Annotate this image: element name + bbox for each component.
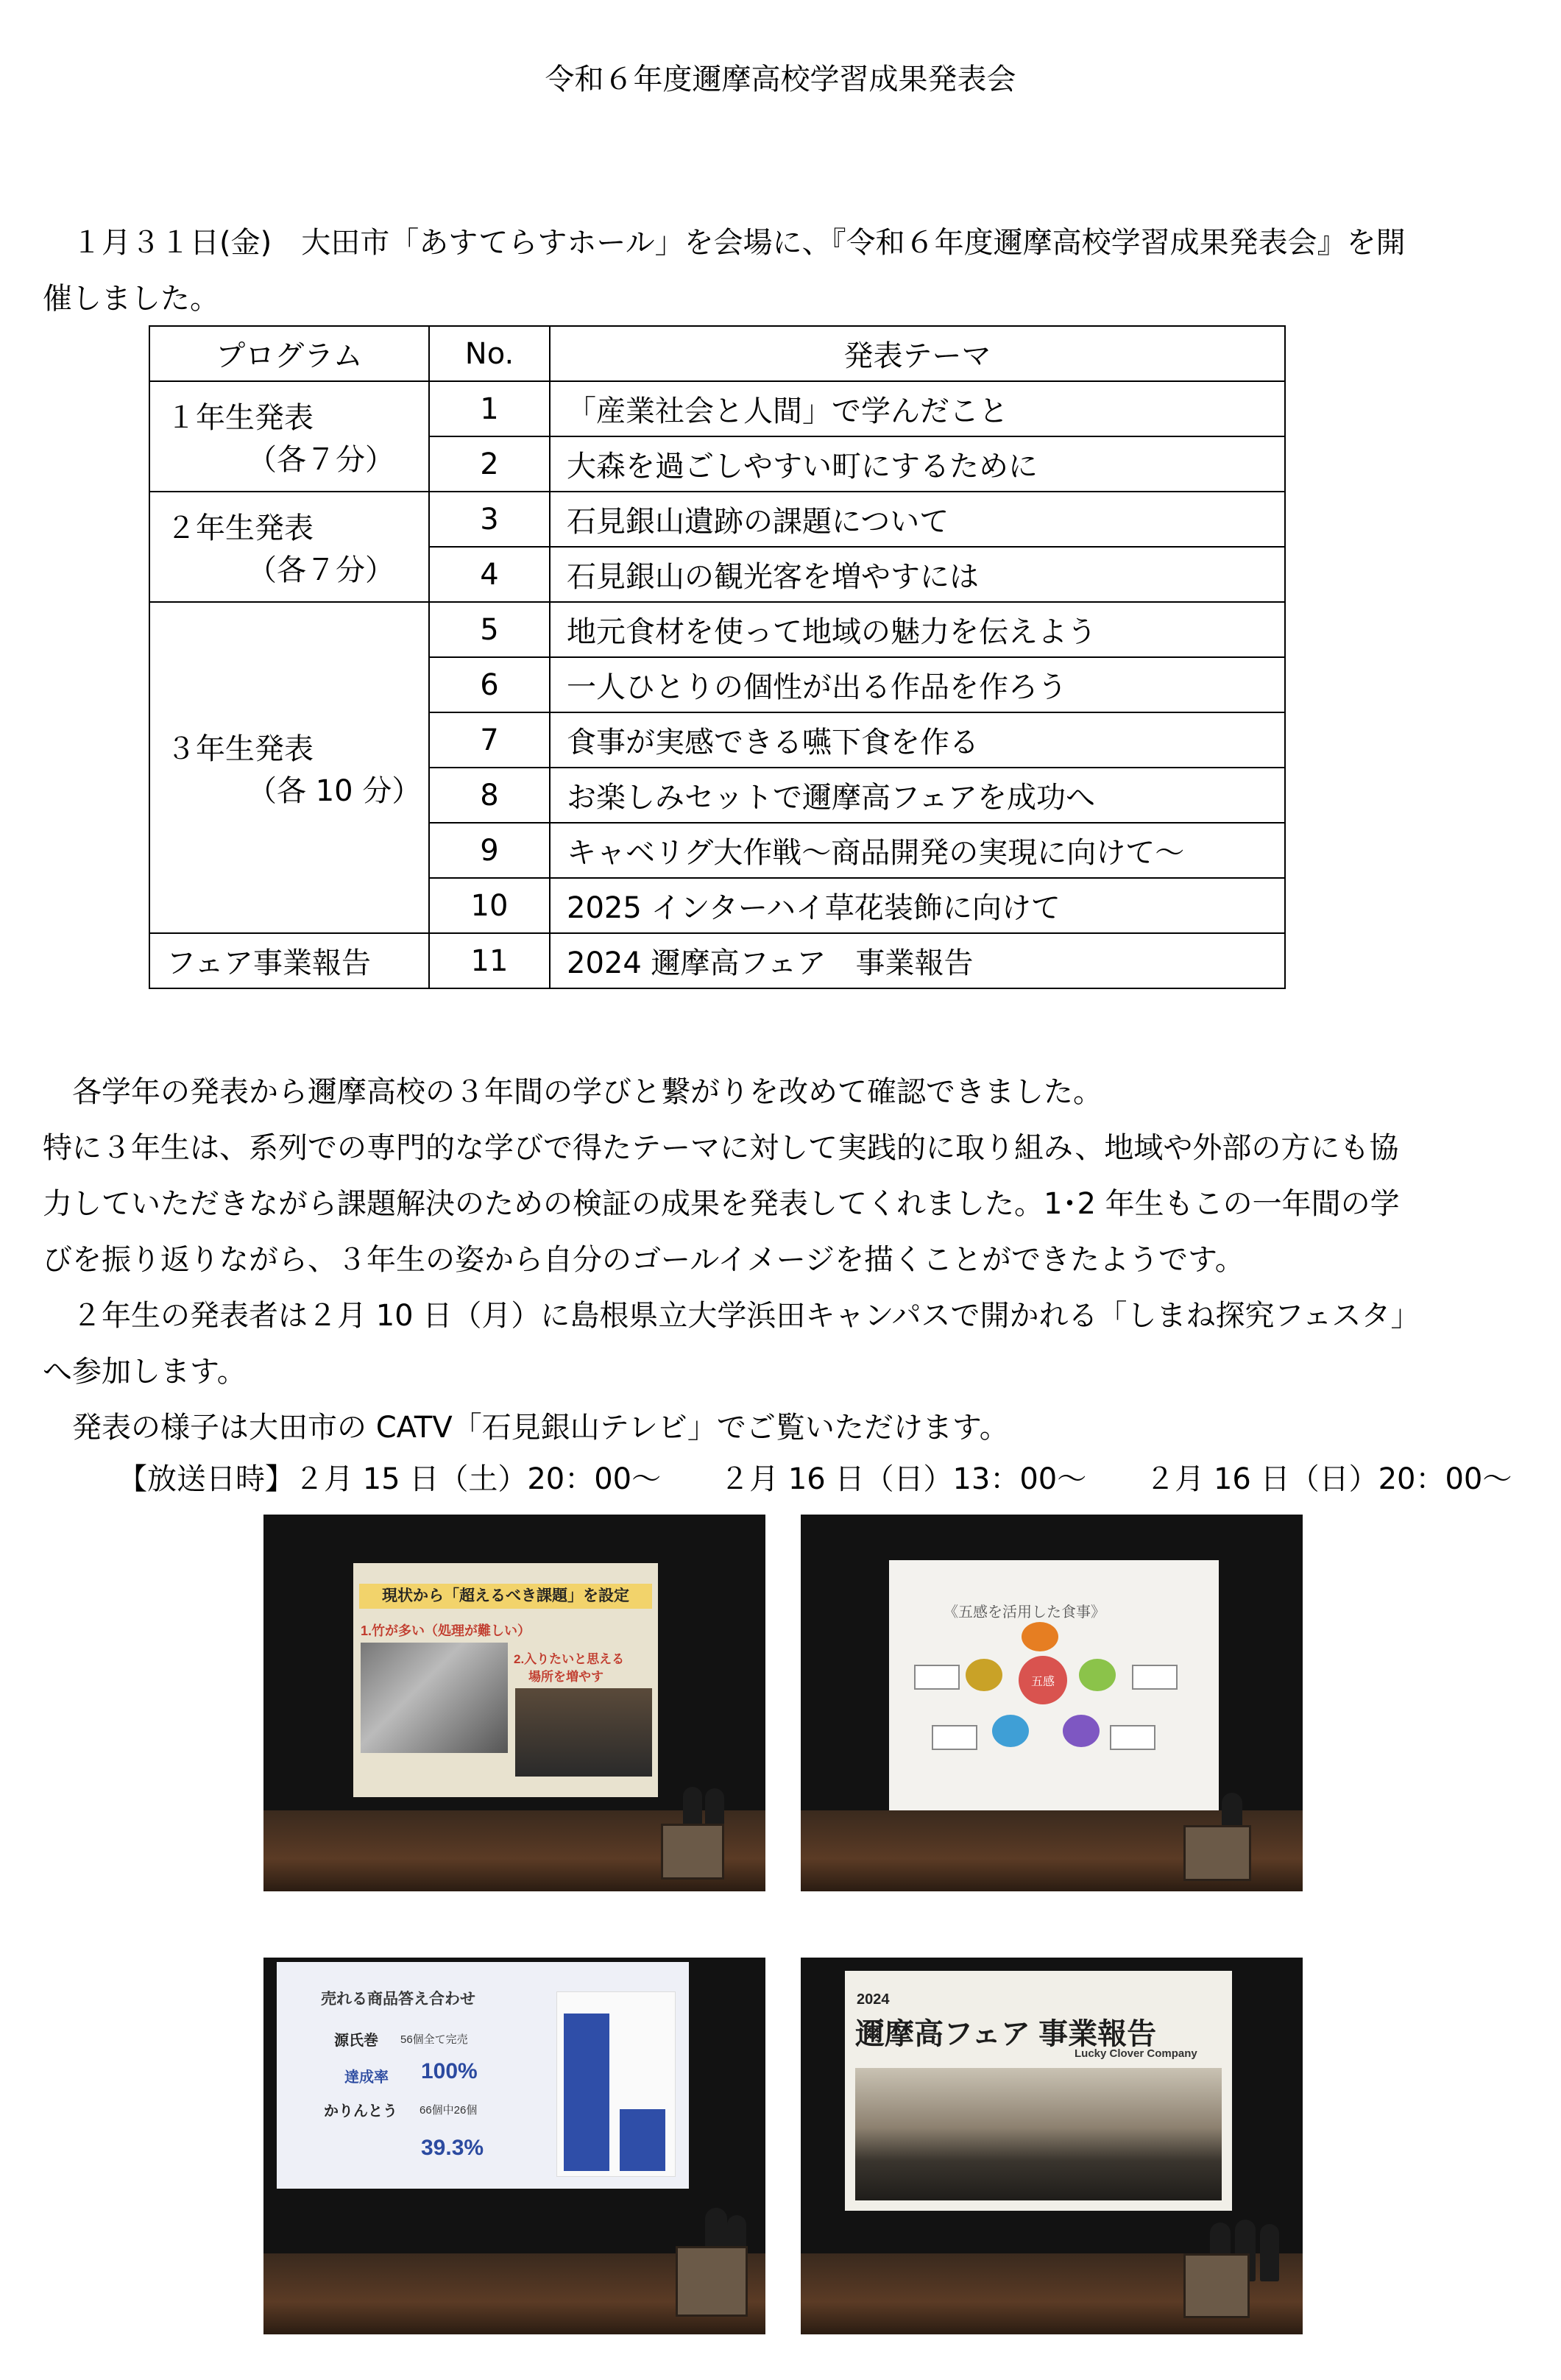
body-line: 発表の様子は大田市の CATV「石見銀山テレビ」でご覧いただけます。: [72, 1411, 1009, 1445]
row-number: 2: [429, 436, 550, 492]
group-duration: （各 10 分）: [247, 774, 422, 808]
photo-presentation-3: [263, 1958, 765, 2334]
rate-label: 達成率: [344, 2069, 389, 2086]
podium: [661, 1824, 724, 1880]
program-table: [149, 325, 1286, 989]
header-theme: 発表テーマ: [550, 326, 1285, 381]
sense-circle: [966, 1659, 1002, 1691]
photo-presentation-2: [801, 1515, 1303, 1891]
product-note: 56個全て完売: [400, 2033, 468, 2046]
body-line: ２年生の発表者は２月 10 日（月）に島根県立大学浜田キャンパスで開かれる「しまね探究フェスタ」: [72, 1299, 1420, 1333]
answer-box: [1110, 1725, 1155, 1750]
projection-screen: [353, 1563, 658, 1797]
row-number: 9: [429, 823, 550, 878]
row-number: 10: [429, 878, 550, 933]
row-theme: お楽しみセットで邇摩高フェアを成功へ: [550, 768, 1285, 823]
podium: [1183, 1825, 1251, 1881]
header-program: プログラム: [149, 326, 429, 381]
row-number: 3: [429, 492, 550, 547]
answer-box: [914, 1665, 960, 1690]
body-line: 特に３年生は、系列での専門的な学びで得たテーマに対して実践的に取り組み、地域や外部の方にも協: [43, 1131, 1399, 1165]
group-photo: [855, 2068, 1222, 2200]
photo-presentation-4: [801, 1958, 1303, 2334]
answer-box: [1132, 1665, 1178, 1690]
slide-item: 2.入りたいと思える: [514, 1652, 625, 1666]
body-line: びを振り返りながら、３年生の姿から自分のゴールイメージを描くことができたようです。: [43, 1243, 1245, 1277]
row-number: 8: [429, 768, 550, 823]
slide-heading: 売れる商品答え合わせ: [321, 1991, 475, 2008]
slide-heading: 現状から「超えるべき課題」を設定: [359, 1584, 652, 1609]
slide-heading: 《五感を活用した食事》: [944, 1604, 1105, 1621]
row-number: 5: [429, 602, 550, 657]
intro-paragraph: [43, 215, 1522, 327]
photo-presentation-1: [263, 1515, 765, 1891]
group-duration: （各７分）: [247, 553, 394, 587]
group-label: ３年生発表: [166, 732, 314, 766]
group-cell: [149, 602, 429, 933]
body-paragraph: [43, 1064, 1522, 1456]
table-row: [149, 381, 1285, 436]
intro-line: １月３１日(金) 大田市「あすてらすホール」を会場に、『令和６年度邇摩高校学習成果発表会』を開: [72, 226, 1406, 260]
slide-subtitle: Lucky Clover Company: [1075, 2047, 1197, 2060]
slide-year: 2024: [857, 1991, 890, 2008]
chart-bar: [620, 2109, 665, 2171]
row-theme: 一人ひとりの個性が出る作品を作ろう: [550, 657, 1285, 712]
slide-photo: [515, 1688, 652, 1777]
table-row: [149, 602, 1285, 657]
slide-item: 場所を増やす: [528, 1670, 603, 1684]
group-label: ２年生発表: [166, 511, 314, 545]
group-label: フェア事業報告: [166, 946, 371, 980]
table-header-row: [149, 326, 1285, 381]
intro-line: 催しました。: [43, 282, 219, 316]
group-duration: （各７分）: [247, 443, 394, 477]
row-theme: キャベリグ大作戦～商品開発の実現に向けて～: [550, 823, 1285, 878]
slide-heading: 邇摩高フェア 事業報告: [855, 2018, 1157, 2050]
row-theme: 「産業社会と人間」で学んだこと: [550, 381, 1285, 436]
answer-box: [932, 1725, 977, 1750]
page-title: 令和６年度邇摩高校学習成果発表会: [545, 63, 1016, 96]
body-line: 各学年の発表から邇摩高校の３年間の学びと繋がりを改めて確認できました。: [72, 1075, 1102, 1109]
header-no: No.: [429, 326, 550, 381]
row-number: 1: [429, 381, 550, 436]
product-name: 源氏巻: [334, 2033, 378, 2049]
table-row: [149, 492, 1285, 547]
presenter: [1260, 2224, 1279, 2281]
row-number: 7: [429, 712, 550, 768]
chart-bar: [564, 2014, 609, 2171]
slide-photo: [361, 1643, 508, 1753]
group-cell: [149, 492, 429, 602]
sense-circle: [1063, 1715, 1100, 1747]
row-theme: 食事が実感できる嚥下食を作る: [550, 712, 1285, 768]
row-theme: 2025 インターハイ草花装飾に向けて: [550, 878, 1285, 933]
table-row: [149, 933, 1285, 988]
row-theme: 大森を過ごしやすい町にするために: [550, 436, 1285, 492]
row-theme: 地元食材を使って地域の魅力を伝えよう: [550, 602, 1285, 657]
podium: [1183, 2253, 1250, 2318]
row-theme: 2024 邇摩高フェア 事業報告: [550, 933, 1285, 988]
group-cell: [149, 381, 429, 492]
row-theme: 石見銀山遺跡の課題について: [550, 492, 1285, 547]
body-line: 力していただきながら課題解決のための検証の成果を発表してくれました。1･2 年生もこの一年間の学: [43, 1187, 1400, 1221]
projection-screen: [889, 1560, 1219, 1810]
group-cell: [149, 933, 429, 988]
sense-circle: [1079, 1659, 1116, 1691]
projection-screen: [277, 1962, 689, 2189]
podium: [676, 2246, 748, 2317]
row-number: 11: [429, 933, 550, 988]
broadcast-schedule: 【放送日時】２月 15 日（土）20：00～ ２月 16 日（日）13：00～ ２月 16 日（日）20：00～: [118, 1462, 1512, 1496]
product-name: かりんとう: [324, 2103, 397, 2119]
product-note: 66個中26個: [420, 2104, 478, 2117]
projection-screen: [845, 1971, 1232, 2211]
slide-item: 1.竹が多い（処理が難しい）: [361, 1623, 531, 1638]
sense-circle: 五感: [1019, 1656, 1067, 1704]
row-number: 4: [429, 547, 550, 602]
rate-value: 100%: [421, 2059, 478, 2083]
sense-circle: [992, 1715, 1029, 1747]
row-number: 6: [429, 657, 550, 712]
sense-circle: [1022, 1622, 1058, 1651]
body-line: へ参加します。: [43, 1355, 247, 1389]
product-value: 39.3%: [421, 2136, 484, 2160]
group-label: １年生発表: [166, 401, 314, 435]
row-theme: 石見銀山の観光客を増やすには: [550, 547, 1285, 602]
